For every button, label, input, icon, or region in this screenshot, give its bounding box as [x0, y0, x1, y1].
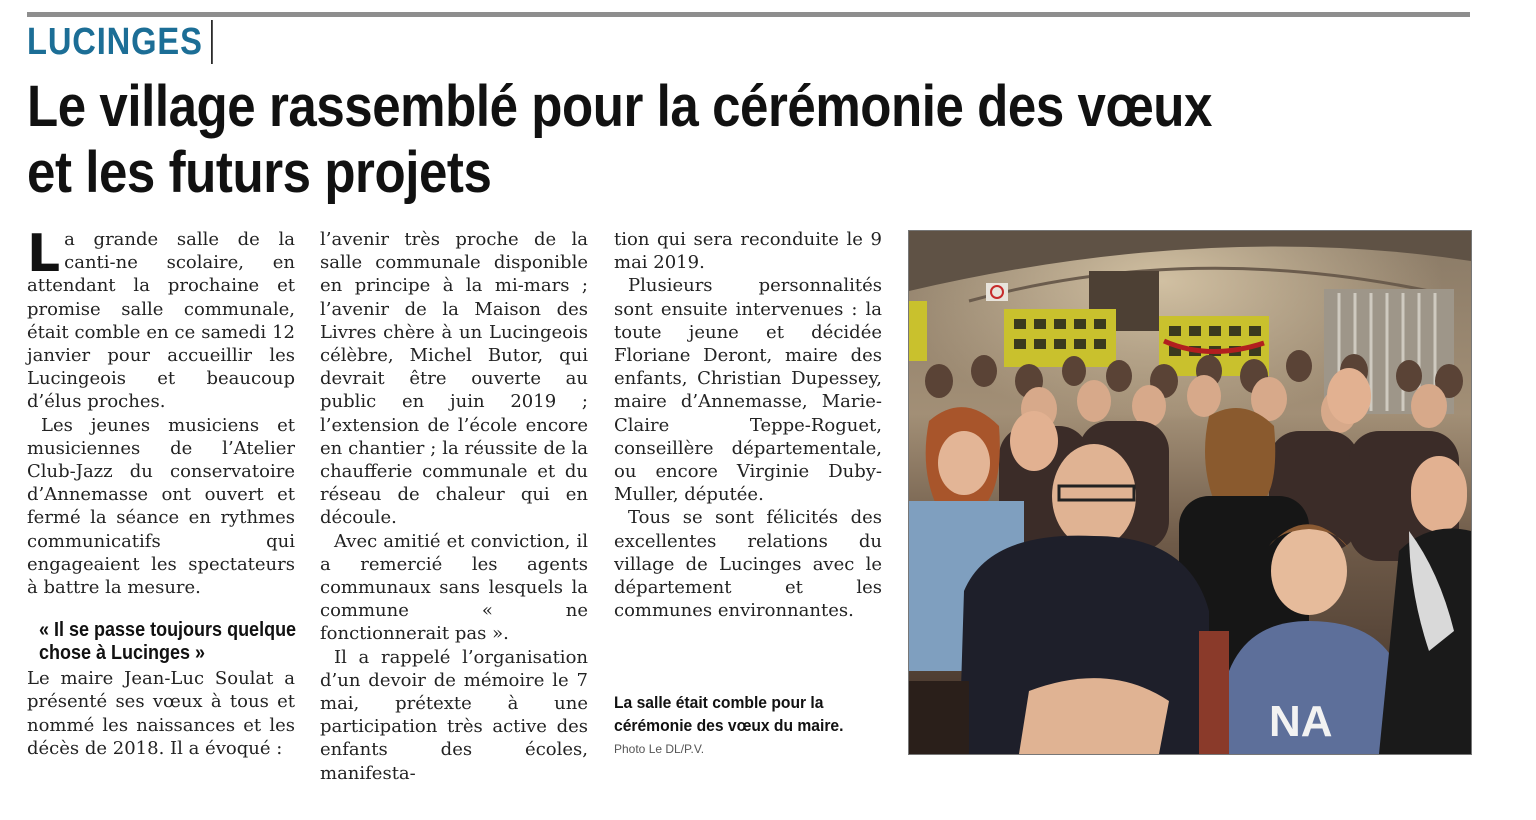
section-kicker: LUCINGES: [27, 20, 213, 64]
paragraph: Plusieurs personnalités sont ensuite intervenues : la toute jeune et décidée Floriane Deront, maire des enfants, Christian Dupessey, maire d’Annemasse, Marie-Claire Teppe-Roguet, conseillère départementale, ou encore Virginie Duby-Muller, députée.: [614, 275, 882, 506]
paragraph: tion qui sera reconduite le 9 mai 2019.: [614, 229, 882, 274]
paragraph: Le maire Jean-Luc Soulat a présenté ses vœux à tous et nommé les naissances et les décès de 2018. Il a évoqué :: [27, 668, 295, 759]
photo-caption: La salle était comble pour la cérémonie des vœux du maire.: [614, 693, 844, 735]
intertitle: « Il se passe toujours quelque chose à Lucinges »: [39, 619, 297, 665]
article-column-2: [320, 228, 588, 785]
article-photo: [908, 230, 1472, 755]
headline-line-1: Le village rassemblé pour la cérémonie des vœux: [27, 74, 1212, 139]
top-rule: [27, 12, 1470, 17]
dropcap: L: [27, 224, 61, 284]
photo-credit: Photo Le DL/P.V.: [614, 742, 705, 756]
paragraph-text: a grande salle de la canti-ne scolaire, en attendant la prochaine et promise salle communale, était comble en ce samedi 12 janvier pour accueillir les Lucingeois et beaucoup d’élus proches.: [27, 229, 295, 413]
paragraph: Avec amitié et conviction, il a remercié les agents communaux sans lesquels la commune « ne fonctionnerait pas ».: [320, 530, 588, 645]
paragraph: Il a rappelé l’organisation d’un devoir de mémoire le 7 mai, prétexte à une participation très active des enfants des écoles, manifesta-: [320, 646, 588, 784]
article-column-1: [27, 224, 297, 760]
article-column-3: [614, 228, 882, 622]
audience-photo-illustration: [909, 231, 1471, 754]
headline-line-2: et les futurs projets: [27, 140, 492, 205]
headline: [27, 74, 1347, 206]
paragraph: [27, 224, 295, 414]
paragraph: l’avenir très proche de la salle communale disponible en principe à la mi-mars ; l’avenir de la Maison des Livres chère à un Lucingeois célèbre, Michel Butor, qui devrait être ouverte au public en juin 2019 ; l’extension de l’école encore en chantier ; la réussite de la chaufferie communale et du réseau de chaleur qui en découle.: [320, 229, 588, 529]
paragraph: Tous se sont félicités des excellentes relations du village de Lucinges avec le département et les communes environnantes.: [614, 507, 882, 622]
paragraph: Les jeunes musiciens et musiciennes de l’Atelier Club-Jazz du conservatoire d’Annemasse ont ouvert et fermé la séance en rythmes communicatifs qui engageaient les spectateurs à battre la mesure.: [27, 414, 295, 599]
shirt-print: NA: [1269, 697, 1333, 746]
